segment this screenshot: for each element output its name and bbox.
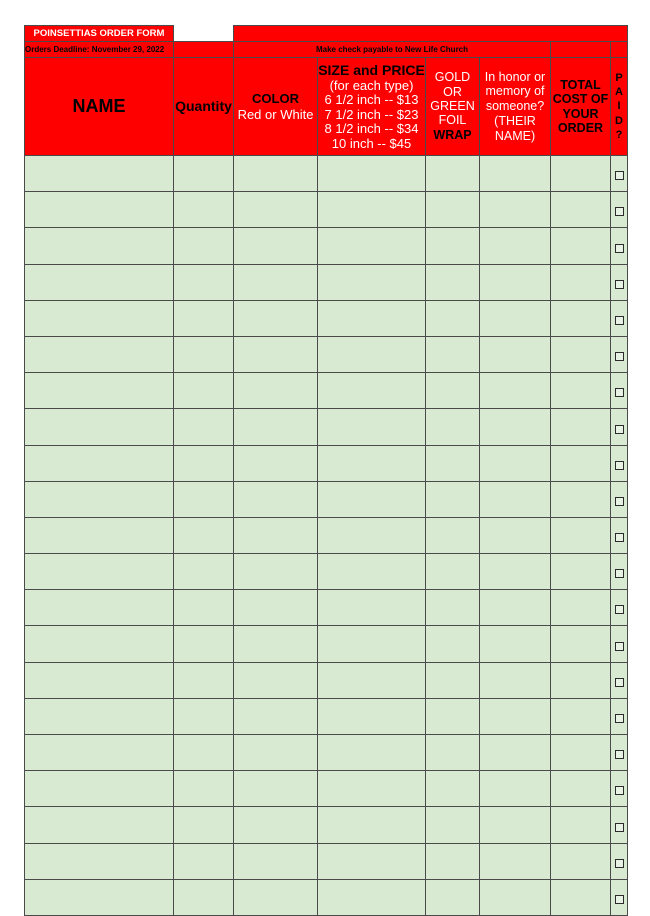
size-price-column-header: SIZE and PRICE (for each type) 6 1/2 inch -- $13 7 1/2 inch -- $23 8 1/2 inch -- $34 10 inch -- $45 bbox=[318, 58, 426, 156]
name-cell[interactable] bbox=[25, 626, 174, 662]
paid-checkbox[interactable] bbox=[615, 533, 624, 542]
table-row bbox=[25, 807, 628, 843]
quantity-cell[interactable] bbox=[174, 445, 234, 481]
quantity-cell[interactable] bbox=[174, 735, 234, 771]
quantity-cell[interactable] bbox=[174, 879, 234, 915]
foil-cell[interactable] bbox=[426, 228, 480, 264]
quantity-column-header: Quantity bbox=[174, 58, 234, 156]
paid-checkbox[interactable] bbox=[615, 750, 624, 759]
table-row bbox=[25, 300, 628, 336]
table-row bbox=[25, 517, 628, 553]
foil-cell[interactable] bbox=[426, 662, 480, 698]
size-cell[interactable] bbox=[318, 807, 426, 843]
size-cell[interactable] bbox=[318, 735, 426, 771]
name-cell[interactable] bbox=[25, 445, 174, 481]
foil-cell[interactable] bbox=[426, 409, 480, 445]
color-cell[interactable] bbox=[234, 481, 318, 517]
size-cell[interactable] bbox=[318, 517, 426, 553]
paid-checkbox[interactable] bbox=[615, 425, 624, 434]
quantity-cell[interactable] bbox=[174, 264, 234, 300]
foil-cell[interactable] bbox=[426, 336, 480, 372]
size-cell[interactable] bbox=[318, 336, 426, 372]
color-cell[interactable] bbox=[234, 300, 318, 336]
paid-checkbox[interactable] bbox=[615, 352, 624, 361]
table-row bbox=[25, 662, 628, 698]
color-cell[interactable] bbox=[234, 192, 318, 228]
paid-cell bbox=[611, 698, 628, 734]
total-cell[interactable] bbox=[551, 228, 611, 264]
foil-cell[interactable] bbox=[426, 807, 480, 843]
size-cell[interactable] bbox=[318, 554, 426, 590]
size-cell[interactable] bbox=[318, 373, 426, 409]
paid-checkbox[interactable] bbox=[615, 244, 624, 253]
color-cell[interactable] bbox=[234, 807, 318, 843]
color-cell[interactable] bbox=[234, 228, 318, 264]
foil-cell[interactable] bbox=[426, 192, 480, 228]
paid-checkbox[interactable] bbox=[615, 642, 624, 651]
size-cell[interactable] bbox=[318, 481, 426, 517]
name-cell[interactable] bbox=[25, 698, 174, 734]
paid-cell bbox=[611, 843, 628, 879]
quantity-cell[interactable] bbox=[174, 590, 234, 626]
quantity-cell[interactable] bbox=[174, 192, 234, 228]
name-cell[interactable] bbox=[25, 879, 174, 915]
foil-cell[interactable] bbox=[426, 264, 480, 300]
quantity-cell[interactable] bbox=[174, 409, 234, 445]
honor-cell[interactable] bbox=[480, 662, 551, 698]
quantity-cell[interactable] bbox=[174, 156, 234, 192]
foil-cell[interactable] bbox=[426, 879, 480, 915]
quantity-cell[interactable] bbox=[174, 807, 234, 843]
quantity-cell[interactable] bbox=[174, 771, 234, 807]
table-row bbox=[25, 445, 628, 481]
orders-deadline: Orders Deadline: November 29, 2022 bbox=[25, 42, 174, 58]
table-row bbox=[25, 228, 628, 264]
total-cell[interactable] bbox=[551, 698, 611, 734]
size-cell[interactable] bbox=[318, 626, 426, 662]
color-cell[interactable] bbox=[234, 373, 318, 409]
quantity-cell[interactable] bbox=[174, 698, 234, 734]
quantity-cell[interactable] bbox=[174, 662, 234, 698]
quantity-cell[interactable] bbox=[174, 300, 234, 336]
honor-cell[interactable] bbox=[480, 807, 551, 843]
quantity-cell[interactable] bbox=[174, 228, 234, 264]
paid-cell bbox=[611, 590, 628, 626]
paid-checkbox[interactable] bbox=[615, 461, 624, 470]
size-cell[interactable] bbox=[318, 300, 426, 336]
table-row bbox=[25, 735, 628, 771]
table-row bbox=[25, 843, 628, 879]
paid-checkbox[interactable] bbox=[615, 497, 624, 506]
form-title: POINSETTIAS ORDER FORM bbox=[25, 26, 174, 42]
paid-checkbox[interactable] bbox=[615, 605, 624, 614]
color-cell[interactable] bbox=[234, 662, 318, 698]
quantity-cell[interactable] bbox=[174, 626, 234, 662]
total-cell[interactable] bbox=[551, 843, 611, 879]
total-cell[interactable] bbox=[551, 807, 611, 843]
total-cost-column-header: TOTAL COST OF YOUR ORDER bbox=[551, 58, 611, 156]
total-cell[interactable] bbox=[551, 626, 611, 662]
table-row bbox=[25, 336, 628, 372]
total-cell[interactable] bbox=[551, 662, 611, 698]
paid-cell bbox=[611, 264, 628, 300]
foil-cell[interactable] bbox=[426, 481, 480, 517]
size-cell[interactable] bbox=[318, 156, 426, 192]
order-table bbox=[24, 25, 628, 916]
size-cell[interactable] bbox=[318, 409, 426, 445]
color-cell[interactable] bbox=[234, 735, 318, 771]
honor-cell[interactable] bbox=[480, 192, 551, 228]
total-cell[interactable] bbox=[551, 879, 611, 915]
total-cell[interactable] bbox=[551, 373, 611, 409]
quantity-cell[interactable] bbox=[174, 481, 234, 517]
table-row bbox=[25, 156, 628, 192]
name-cell[interactable] bbox=[25, 771, 174, 807]
color-cell[interactable] bbox=[234, 843, 318, 879]
paid-cell bbox=[611, 300, 628, 336]
total-cell[interactable] bbox=[551, 481, 611, 517]
honor-cell[interactable] bbox=[480, 336, 551, 372]
foil-cell[interactable] bbox=[426, 590, 480, 626]
name-cell[interactable] bbox=[25, 554, 174, 590]
table-row bbox=[25, 409, 628, 445]
foil-cell[interactable] bbox=[426, 517, 480, 553]
quantity-cell[interactable] bbox=[174, 373, 234, 409]
honor-cell[interactable] bbox=[480, 517, 551, 553]
honor-cell[interactable] bbox=[480, 698, 551, 734]
name-cell[interactable] bbox=[25, 590, 174, 626]
honor-cell[interactable] bbox=[480, 264, 551, 300]
quantity-cell[interactable] bbox=[174, 843, 234, 879]
name-cell[interactable] bbox=[25, 192, 174, 228]
honor-cell[interactable] bbox=[480, 590, 551, 626]
name-cell[interactable] bbox=[25, 662, 174, 698]
total-cell[interactable] bbox=[551, 192, 611, 228]
foil-cell[interactable] bbox=[426, 445, 480, 481]
paid-cell bbox=[611, 445, 628, 481]
color-cell[interactable] bbox=[234, 156, 318, 192]
foil-cell[interactable] bbox=[426, 373, 480, 409]
table-row bbox=[25, 373, 628, 409]
paid-cell bbox=[611, 735, 628, 771]
paid-checkbox[interactable] bbox=[615, 859, 624, 868]
table-row bbox=[25, 771, 628, 807]
color-column-header: COLOR Red or White bbox=[234, 58, 318, 156]
paid-column-header: P A I D ? bbox=[611, 58, 628, 156]
name-cell[interactable] bbox=[25, 517, 174, 553]
quantity-cell[interactable] bbox=[174, 336, 234, 372]
paid-cell bbox=[611, 771, 628, 807]
quantity-cell[interactable] bbox=[174, 517, 234, 553]
paid-checkbox[interactable] bbox=[615, 280, 624, 289]
honor-cell[interactable] bbox=[480, 409, 551, 445]
total-cell[interactable] bbox=[551, 336, 611, 372]
honor-memory-column-header: In honor or memory of someone? (THEIR NAME) bbox=[480, 58, 551, 156]
name-cell[interactable] bbox=[25, 481, 174, 517]
color-cell[interactable] bbox=[234, 590, 318, 626]
paid-checkbox[interactable] bbox=[615, 207, 624, 216]
total-cell[interactable] bbox=[551, 771, 611, 807]
color-cell[interactable] bbox=[234, 626, 318, 662]
total-cell[interactable] bbox=[551, 264, 611, 300]
table-row bbox=[25, 554, 628, 590]
paid-cell bbox=[611, 228, 628, 264]
paid-cell bbox=[611, 807, 628, 843]
size-cell[interactable] bbox=[318, 590, 426, 626]
paid-cell bbox=[611, 156, 628, 192]
paid-checkbox[interactable] bbox=[615, 678, 624, 687]
total-cell[interactable] bbox=[551, 554, 611, 590]
table-row bbox=[25, 626, 628, 662]
honor-cell[interactable] bbox=[480, 879, 551, 915]
name-cell[interactable] bbox=[25, 300, 174, 336]
honor-cell[interactable] bbox=[480, 156, 551, 192]
paid-cell bbox=[611, 879, 628, 915]
size-cell[interactable] bbox=[318, 771, 426, 807]
honor-cell[interactable] bbox=[480, 300, 551, 336]
paid-cell bbox=[611, 626, 628, 662]
paid-checkbox[interactable] bbox=[615, 171, 624, 180]
table-row bbox=[25, 698, 628, 734]
foil-cell[interactable] bbox=[426, 300, 480, 336]
name-cell[interactable] bbox=[25, 807, 174, 843]
paid-checkbox[interactable] bbox=[615, 569, 624, 578]
color-cell[interactable] bbox=[234, 409, 318, 445]
size-cell[interactable] bbox=[318, 192, 426, 228]
total-cell[interactable] bbox=[551, 590, 611, 626]
name-cell[interactable] bbox=[25, 843, 174, 879]
paid-cell bbox=[611, 662, 628, 698]
total-cell[interactable] bbox=[551, 409, 611, 445]
total-cell[interactable] bbox=[551, 445, 611, 481]
name-cell[interactable] bbox=[25, 409, 174, 445]
honor-cell[interactable] bbox=[480, 626, 551, 662]
size-cell[interactable] bbox=[318, 264, 426, 300]
color-cell[interactable] bbox=[234, 336, 318, 372]
name-cell[interactable] bbox=[25, 156, 174, 192]
table-row bbox=[25, 590, 628, 626]
total-cell[interactable] bbox=[551, 735, 611, 771]
honor-cell[interactable] bbox=[480, 771, 551, 807]
paid-cell bbox=[611, 481, 628, 517]
quantity-cell[interactable] bbox=[174, 554, 234, 590]
paid-cell bbox=[611, 409, 628, 445]
table-row bbox=[25, 481, 628, 517]
order-form-sheet bbox=[24, 25, 628, 916]
paid-checkbox[interactable] bbox=[615, 316, 624, 325]
order-rows bbox=[25, 156, 628, 916]
foil-cell[interactable] bbox=[426, 843, 480, 879]
paid-cell bbox=[611, 373, 628, 409]
total-cell[interactable] bbox=[551, 156, 611, 192]
size-cell[interactable] bbox=[318, 698, 426, 734]
name-cell[interactable] bbox=[25, 228, 174, 264]
paid-checkbox[interactable] bbox=[615, 786, 624, 795]
foil-wrap-column-header: GOLD OR GREEN FOIL WRAP bbox=[426, 58, 480, 156]
total-cell[interactable] bbox=[551, 517, 611, 553]
honor-cell[interactable] bbox=[480, 228, 551, 264]
table-row bbox=[25, 879, 628, 915]
name-cell[interactable] bbox=[25, 336, 174, 372]
paid-cell bbox=[611, 336, 628, 372]
foil-cell[interactable] bbox=[426, 698, 480, 734]
name-cell[interactable] bbox=[25, 735, 174, 771]
honor-cell[interactable] bbox=[480, 554, 551, 590]
name-cell[interactable] bbox=[25, 264, 174, 300]
paid-checkbox[interactable] bbox=[615, 388, 624, 397]
size-cell[interactable] bbox=[318, 228, 426, 264]
color-cell[interactable] bbox=[234, 554, 318, 590]
foil-cell[interactable] bbox=[426, 735, 480, 771]
honor-cell[interactable] bbox=[480, 735, 551, 771]
paid-cell bbox=[611, 554, 628, 590]
honor-cell[interactable] bbox=[480, 843, 551, 879]
honor-cell[interactable] bbox=[480, 445, 551, 481]
title-band bbox=[234, 26, 628, 42]
color-cell[interactable] bbox=[234, 445, 318, 481]
payable-note: Make check payable to New Life Church bbox=[234, 42, 551, 58]
table-row bbox=[25, 264, 628, 300]
size-cell[interactable] bbox=[318, 843, 426, 879]
honor-cell[interactable] bbox=[480, 481, 551, 517]
honor-cell[interactable] bbox=[480, 373, 551, 409]
paid-checkbox[interactable] bbox=[615, 895, 624, 904]
table-row bbox=[25, 192, 628, 228]
name-cell[interactable] bbox=[25, 373, 174, 409]
name-column-header: NAME bbox=[25, 58, 174, 156]
paid-cell bbox=[611, 192, 628, 228]
foil-cell[interactable] bbox=[426, 554, 480, 590]
size-cell[interactable] bbox=[318, 879, 426, 915]
foil-cell[interactable] bbox=[426, 626, 480, 662]
color-cell[interactable] bbox=[234, 879, 318, 915]
paid-cell bbox=[611, 517, 628, 553]
color-cell[interactable] bbox=[234, 771, 318, 807]
foil-cell[interactable] bbox=[426, 771, 480, 807]
paid-checkbox[interactable] bbox=[615, 823, 624, 832]
size-cell[interactable] bbox=[318, 662, 426, 698]
foil-cell[interactable] bbox=[426, 156, 480, 192]
color-cell[interactable] bbox=[234, 698, 318, 734]
paid-checkbox[interactable] bbox=[615, 714, 624, 723]
total-cell[interactable] bbox=[551, 300, 611, 336]
size-cell[interactable] bbox=[318, 445, 426, 481]
color-cell[interactable] bbox=[234, 517, 318, 553]
color-cell[interactable] bbox=[234, 264, 318, 300]
